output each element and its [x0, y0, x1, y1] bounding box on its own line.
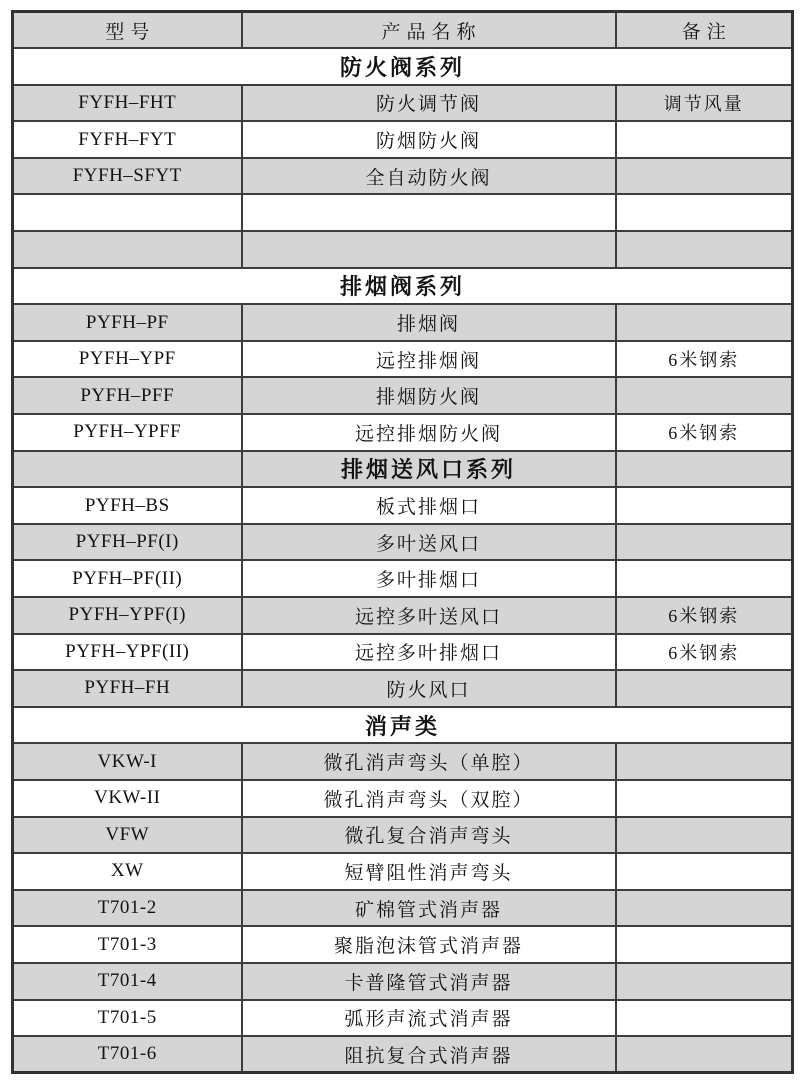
product-name-cell: 聚脂泡沫管式消声器	[242, 926, 616, 963]
model-cell: PYFH–PFF	[13, 377, 242, 414]
column-header-product-name: 产品名称	[242, 12, 616, 49]
note-cell	[616, 194, 793, 231]
product-name-cell: 卡普隆管式消声器	[242, 963, 616, 1000]
table-row	[13, 926, 793, 963]
column-header-note: 备注	[616, 12, 793, 49]
note-cell	[616, 780, 793, 817]
note-cell: 6米钢索	[616, 414, 793, 451]
section-header-row	[13, 451, 793, 488]
table-row	[13, 85, 793, 122]
table-row	[13, 487, 793, 524]
table-row	[13, 414, 793, 451]
table-body	[13, 48, 793, 1073]
table-row	[13, 780, 793, 817]
table-row	[13, 1036, 793, 1073]
note-cell	[616, 231, 793, 268]
note-cell: 6米钢索	[616, 341, 793, 378]
table-row	[13, 634, 793, 671]
product-name-cell: 微孔复合消声弯头	[242, 817, 616, 854]
note-cell	[616, 524, 793, 561]
model-cell: FYFH–FHT	[13, 85, 242, 122]
product-name-cell: 多叶送风口	[242, 524, 616, 561]
note-cell	[616, 1036, 793, 1073]
note-cell	[616, 963, 793, 1000]
section-empty-right-cell	[616, 451, 793, 488]
note-cell	[616, 743, 793, 780]
model-cell: VKW-I	[13, 743, 242, 780]
product-name-cell	[242, 194, 616, 231]
note-cell: 6米钢索	[616, 597, 793, 634]
product-name-cell: 防火调节阀	[242, 85, 616, 122]
note-cell	[616, 817, 793, 854]
product-name-cell: 微孔消声弯头（单腔）	[242, 743, 616, 780]
product-name-cell: 远控排烟防火阀	[242, 414, 616, 451]
table-row	[13, 890, 793, 927]
note-cell	[616, 853, 793, 890]
product-name-cell: 弧形声流式消声器	[242, 1000, 616, 1037]
model-cell: VFW	[13, 817, 242, 854]
product-name-cell: 微孔消声弯头（双腔）	[242, 780, 616, 817]
product-name-cell: 排烟阀	[242, 304, 616, 341]
product-name-cell: 板式排烟口	[242, 487, 616, 524]
note-cell	[616, 1000, 793, 1037]
note-cell: 调节风量	[616, 85, 793, 122]
model-cell: T701-6	[13, 1036, 242, 1073]
table-row	[13, 524, 793, 561]
product-name-cell: 阻抗复合式消声器	[242, 1036, 616, 1073]
table-row	[13, 963, 793, 1000]
note-cell	[616, 670, 793, 707]
section-title: 排烟阀系列	[13, 268, 793, 305]
table-row	[13, 1000, 793, 1037]
model-cell: PYFH–YPF	[13, 341, 242, 378]
note-cell	[616, 121, 793, 158]
model-cell: PYFH–PF	[13, 304, 242, 341]
product-name-cell: 远控多叶排烟口	[242, 634, 616, 671]
note-cell	[616, 890, 793, 927]
product-name-cell	[242, 231, 616, 268]
product-name-cell: 全自动防火阀	[242, 158, 616, 195]
model-cell: T701-4	[13, 963, 242, 1000]
note-cell	[616, 304, 793, 341]
section-title: 防火阀系列	[13, 48, 793, 85]
note-cell: 6米钢索	[616, 634, 793, 671]
model-cell: FYFH–FYT	[13, 121, 242, 158]
note-cell	[616, 560, 793, 597]
table-row	[13, 670, 793, 707]
table-row	[13, 121, 793, 158]
model-cell: PYFH–YPFF	[13, 414, 242, 451]
model-cell: FYFH–SFYT	[13, 158, 242, 195]
model-cell: VKW-II	[13, 780, 242, 817]
model-cell: PYFH–YPF(II)	[13, 634, 242, 671]
note-cell	[616, 158, 793, 195]
model-cell: T701-3	[13, 926, 242, 963]
model-cell	[13, 231, 242, 268]
product-name-cell: 远控排烟阀	[242, 341, 616, 378]
table-row	[13, 231, 793, 268]
model-cell: PYFH–BS	[13, 487, 242, 524]
section-header-row	[13, 268, 793, 305]
model-cell: T701-5	[13, 1000, 242, 1037]
table-row	[13, 304, 793, 341]
model-cell: PYFH–PF(II)	[13, 560, 242, 597]
column-header-model: 型号	[13, 12, 242, 49]
model-cell: XW	[13, 853, 242, 890]
table-row	[13, 194, 793, 231]
product-name-cell: 远控多叶送风口	[242, 597, 616, 634]
product-name-cell: 多叶排烟口	[242, 560, 616, 597]
product-name-cell: 短臂阻性消声弯头	[242, 853, 616, 890]
model-cell	[13, 194, 242, 231]
table-header-row	[13, 12, 793, 49]
note-cell	[616, 926, 793, 963]
note-cell	[616, 377, 793, 414]
product-name-cell: 矿棉管式消声器	[242, 890, 616, 927]
table-row	[13, 158, 793, 195]
table-row	[13, 341, 793, 378]
model-cell: PYFH–YPF(I)	[13, 597, 242, 634]
section-empty-left-cell	[13, 451, 242, 488]
model-cell: PYFH–FH	[13, 670, 242, 707]
note-cell	[616, 487, 793, 524]
table-row	[13, 377, 793, 414]
section-title: 消声类	[13, 707, 793, 744]
product-name-cell: 防烟防火阀	[242, 121, 616, 158]
section-header-row	[13, 48, 793, 85]
section-title: 排烟送风口系列	[242, 451, 616, 488]
table-row	[13, 817, 793, 854]
table-row	[13, 743, 793, 780]
table-row	[13, 597, 793, 634]
model-cell: T701-2	[13, 890, 242, 927]
table-row	[13, 560, 793, 597]
product-name-cell: 防火风口	[242, 670, 616, 707]
product-name-cell: 排烟防火阀	[242, 377, 616, 414]
section-header-row	[13, 707, 793, 744]
model-cell: PYFH–PF(I)	[13, 524, 242, 561]
table-row	[13, 853, 793, 890]
product-catalog-table	[11, 10, 794, 1074]
